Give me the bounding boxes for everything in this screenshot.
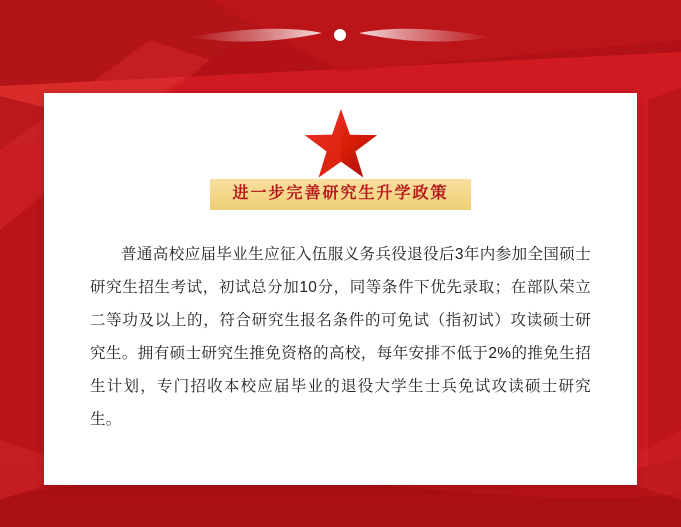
content-card <box>44 93 637 485</box>
section-title-ribbon <box>44 179 637 210</box>
ribbon-background <box>210 179 470 210</box>
policy-body-text: 普通高校应届毕业生应征入伍服义务兵役退役后3年内参加全国硕士研究生招生考试，初试总分加10分，同等条件下优先录取；在部队荣立二等功及以上的，符合研究生报名条件的可免试（指初试）攻读硕士研究生。拥有硕士研究生推免资格的高校，每年安排不低于2%的推免生招生计划，专门招收本校应届毕业的退役大学生士兵免试攻读硕士研究生。 <box>90 246 591 428</box>
red-five-pointed-star-icon <box>303 107 379 181</box>
star-emblem-wrap <box>44 107 637 181</box>
top-streak-ornament <box>0 20 681 54</box>
section-title: 进一步完善研究生升学政策 <box>232 185 449 202</box>
